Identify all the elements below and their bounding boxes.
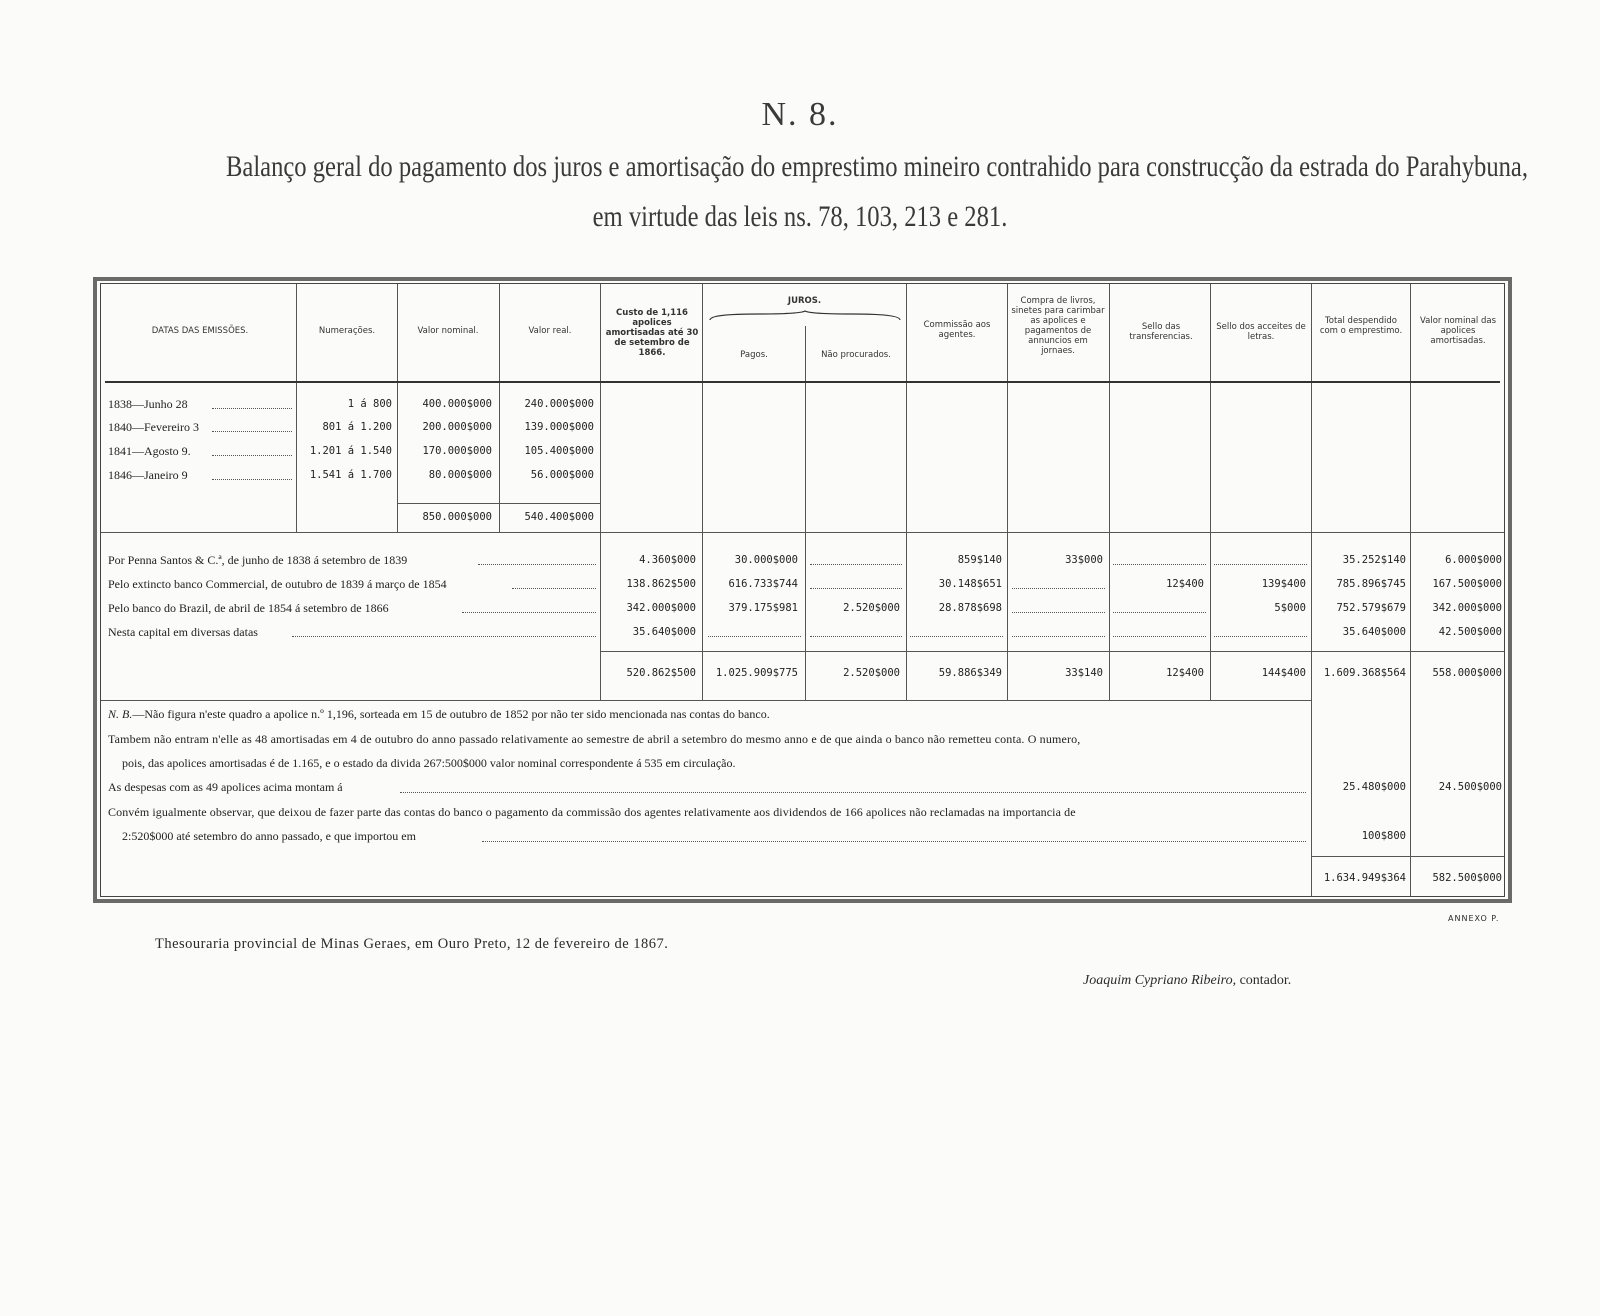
header-valor-real: Valor real.	[528, 326, 572, 336]
col-divider	[1410, 284, 1411, 896]
payment-pagos: 379.175$981	[728, 602, 798, 614]
header-sello-transferencias: Sello das transferencias.	[1129, 322, 1193, 342]
header-valor-nominal: Valor nominal.	[417, 326, 479, 336]
emission-nominal: 400.000$000	[422, 398, 492, 410]
col-divider	[1109, 284, 1110, 700]
col-divider	[397, 284, 398, 532]
col-divider	[1007, 284, 1008, 700]
note-line-6-total: 100$800	[1361, 830, 1406, 842]
header-nao-procurados: Não procurados.	[821, 350, 891, 360]
header-datas: DATAS DAS EMISSÕES.	[151, 326, 249, 336]
payment-total: 35.252$140	[1342, 554, 1406, 566]
col-divider	[1311, 284, 1312, 896]
payment-aceites: 139$400	[1261, 578, 1306, 590]
col-divider	[906, 284, 907, 700]
note-line-6: 2:520$000 até setembro do anno passado, e que importou em	[122, 829, 416, 843]
document-number: N. 8.	[761, 96, 839, 133]
total-rule	[600, 651, 1504, 652]
leader-dots	[910, 636, 1003, 637]
leader-dots	[1113, 636, 1206, 637]
total-transferencias: 12$400	[1166, 667, 1204, 679]
payment-label: Por Penna Santos & C.ª, de junho de 1838 á setembro de 1839	[108, 553, 408, 567]
leader-dots	[462, 612, 596, 613]
note-line-2: Tambem não entram n'elle as 48 amortisadas em 4 de outubro do anno passado relativamente ao semestre de abril a setembro do mesmo anno e de que ainda o banco não remetteu conta. O numero,	[108, 732, 1081, 746]
emission-real: 56.000$000	[530, 469, 594, 481]
emission-numbers: 1 á 800	[347, 398, 392, 410]
leader-dots	[1012, 636, 1105, 637]
total-nao-procurados: 2.520$000	[843, 667, 900, 679]
payment-total: 785.896$745	[1336, 578, 1406, 590]
leader-dots	[512, 588, 596, 589]
emission-numbers: 1.541 á 1.700	[309, 469, 392, 481]
subtotal-rule	[397, 503, 601, 504]
emission-numbers: 801 á 1.200	[322, 421, 392, 433]
leader-dots	[1113, 612, 1206, 613]
emission-date: 1838—Junho 28	[108, 397, 188, 411]
leader-dots	[708, 636, 801, 637]
payment-label: Pelo banco do Brazil, de abril de 1854 á setembro de 1866	[108, 601, 389, 615]
header-rule	[105, 381, 1500, 383]
section-rule	[101, 700, 1311, 701]
payment-pagos: 616.733$744	[728, 578, 798, 590]
leader-dots	[1012, 612, 1105, 613]
note-line-4-total: 25.480$000	[1342, 781, 1406, 793]
note-line-4-amortisadas: 24.500$000	[1438, 781, 1502, 793]
header-numeracoes: Numerações.	[318, 326, 376, 336]
payment-label: Nesta capital em diversas datas	[108, 625, 258, 639]
header-juros: JUROS.	[787, 296, 822, 306]
note-nb	[108, 707, 770, 722]
header-compra: Compra de livros, sinetes para carimbar as apolices e pagamentos de annuncios em jornaes.	[1011, 296, 1105, 356]
leader-dots	[1214, 564, 1307, 565]
header-custo: Custo de 1,116 apolices amortisadas até 30 de setembro de 1866.	[605, 308, 699, 358]
total-custo: 520.862$500	[626, 667, 696, 679]
total-pagos: 1.025.909$775	[715, 667, 798, 679]
total-compra: 33$140	[1065, 667, 1103, 679]
note-line-3: pois, das apolices amortisadas é de 1.165, e o estado da divida 267:500$000 valor nominal correspondente á 535 em circulação.	[122, 756, 736, 770]
payment-amortisadas: 42.500$000	[1438, 626, 1502, 638]
juros-brace-icon	[708, 310, 902, 328]
emission-real: 240.000$000	[524, 398, 594, 410]
total-aceites: 144$400	[1261, 667, 1306, 679]
place-and-date: Thesouraria provincial de Minas Geraes, em Ouro Preto, 12 de fevereiro de 1867.	[155, 936, 669, 952]
col-divider	[702, 284, 703, 700]
leader-dots	[212, 408, 292, 409]
note-nb-label: N. B.	[108, 707, 133, 721]
emission-real: 139.000$000	[524, 421, 594, 433]
header-pagos: Pagos.	[740, 350, 768, 360]
leader-dots	[212, 431, 292, 432]
emission-total-nominal: 850.000$000	[422, 511, 492, 523]
payment-compra: 33$000	[1065, 554, 1103, 566]
emission-real: 105.400$000	[524, 445, 594, 457]
leader-dots	[1214, 636, 1307, 637]
leader-dots	[1012, 588, 1105, 589]
payment-amortisadas: 342.000$000	[1432, 602, 1502, 614]
leader-dots	[810, 636, 902, 637]
header-total: Total despendido com o emprestimo.	[1319, 316, 1403, 336]
title-line-2: em virtude das leis ns. 78, 103, 213 e 281.	[592, 200, 1008, 233]
payment-nao-procurados: 2.520$000	[843, 602, 900, 614]
payment-aceites: 5$000	[1274, 602, 1306, 614]
leader-dots	[212, 455, 292, 456]
payment-amortisadas: 167.500$000	[1432, 578, 1502, 590]
title-line-1: Balanço geral do pagamento dos juros e amortisação do emprestimo mineiro contrahido para construcção da estrada do Parahybuna,	[226, 150, 1528, 183]
payment-total: 752.579$679	[1336, 602, 1406, 614]
header-valor-amortisadas: Valor nominal das apolices amortisadas.	[1419, 316, 1497, 346]
note-nb-text: —Não figura n'este quadro a apolice n.º 1,196, sorteada em 15 de outubro de 1852 por não ter sido mencionada nas contas do banco.	[132, 707, 770, 721]
col-divider	[600, 284, 601, 700]
emission-date: 1840—Fevereiro 3	[108, 420, 199, 434]
annex-label: ANNEXO P.	[1448, 914, 1500, 923]
grand-total-rule	[1311, 856, 1504, 857]
payment-custo: 4.360$000	[639, 554, 696, 566]
emission-date: 1841—Agosto 9.	[108, 444, 191, 458]
total-commissao: 59.886$349	[938, 667, 1002, 679]
payment-commissao: 859$140	[957, 554, 1002, 566]
payment-commissao: 30.148$651	[938, 578, 1002, 590]
section-rule	[101, 532, 1504, 533]
emission-date: 1846—Janeiro 9	[108, 468, 188, 482]
col-divider	[1210, 284, 1211, 700]
signature	[1083, 973, 1291, 989]
emission-nominal: 80.000$000	[428, 469, 492, 481]
leader-dots	[1113, 564, 1206, 565]
payment-amortisadas: 6.000$000	[1445, 554, 1502, 566]
leader-dots	[478, 564, 596, 565]
total-amortisadas: 558.000$000	[1432, 667, 1502, 679]
payment-pagos: 30.000$000	[734, 554, 798, 566]
payment-commissao: 28.878$698	[938, 602, 1002, 614]
grand-total-amortisadas: 582.500$000	[1432, 872, 1502, 884]
payment-custo: 342.000$000	[626, 602, 696, 614]
payment-label: Pelo extincto banco Commercial, de outubro de 1839 á março de 1854	[108, 577, 447, 591]
payment-total: 35.640$000	[1342, 626, 1406, 638]
note-line-5: Convém igualmente observar, que deixou de fazer parte das contas do banco o pagamento da commissão dos agentes relativamente aos dividendos de 166 apolices não reclamadas na importancia de	[108, 805, 1076, 819]
emission-nominal: 200.000$000	[422, 421, 492, 433]
leader-dots	[810, 564, 902, 565]
leader-dots	[212, 479, 292, 480]
emission-numbers: 1.201 á 1.540	[309, 445, 392, 457]
signature-name: Joaquim Cypriano Ribeiro	[1083, 973, 1233, 988]
leader-dots	[810, 588, 902, 589]
payment-custo: 35.640$000	[632, 626, 696, 638]
total-despendido: 1.609.368$564	[1323, 667, 1406, 679]
emission-total-real: 540.400$000	[524, 511, 594, 523]
col-divider	[296, 284, 297, 532]
leader-dots	[400, 792, 1306, 793]
header-sello-aceites: Sello dos acceites de letras.	[1216, 322, 1306, 342]
leader-dots	[482, 841, 1306, 842]
col-divider	[499, 284, 500, 532]
payment-transferencias: 12$400	[1166, 578, 1204, 590]
grand-total: 1.634.949$364	[1323, 872, 1406, 884]
signature-role: , contador.	[1232, 973, 1292, 988]
payment-custo: 138.862$500	[626, 578, 696, 590]
emission-nominal: 170.000$000	[422, 445, 492, 457]
note-line-4: As despesas com as 49 apolices acima montam á	[108, 780, 343, 794]
leader-dots	[292, 636, 596, 637]
header-commissao: Commissão aos agentes.	[923, 320, 991, 340]
